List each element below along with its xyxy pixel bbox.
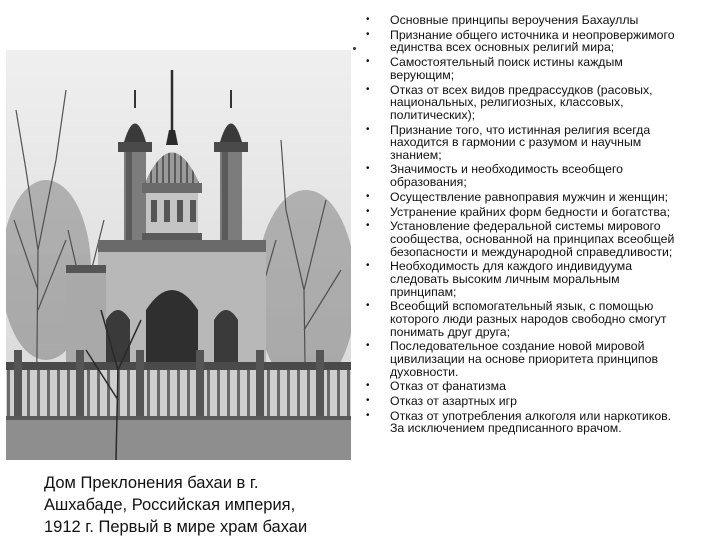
principle-text-line: Отказ от фанатизма bbox=[390, 379, 506, 394]
principle-text-line: Устранение крайних форм бедности и богатства; bbox=[390, 204, 671, 219]
principle-item bbox=[360, 340, 720, 378]
bullet-icon: • bbox=[366, 409, 370, 421]
principle-item bbox=[360, 14, 720, 27]
principle-text-line: духовности. bbox=[390, 364, 459, 379]
bullet-icon: • bbox=[366, 300, 370, 312]
principle-text-line: Последовательное создание новой мировой bbox=[390, 339, 645, 354]
photo-caption bbox=[44, 472, 354, 538]
bullet-icon: • bbox=[366, 190, 370, 202]
bullet-icon: • bbox=[366, 28, 370, 40]
principle-item bbox=[360, 395, 720, 408]
principle-item bbox=[360, 380, 720, 393]
principle-item bbox=[360, 260, 720, 298]
bullet-icon: • bbox=[366, 205, 370, 217]
principle-item bbox=[360, 206, 720, 219]
principle-item bbox=[360, 124, 720, 162]
bullet-icon: • bbox=[366, 163, 370, 175]
principle-item bbox=[360, 191, 720, 204]
caption-line: Ашхабаде, Российская империя, bbox=[44, 496, 296, 514]
principle-item bbox=[360, 410, 720, 435]
principle-text-line: политических); bbox=[390, 107, 476, 122]
principle-item bbox=[360, 220, 720, 258]
principle-text-line: следовать высоким личным моральным bbox=[390, 271, 620, 286]
principle-text-line: понимать друг друга; bbox=[390, 324, 511, 339]
caption-line: Дом Преклонения бахаи в г. bbox=[44, 474, 259, 492]
principle-item bbox=[360, 56, 720, 81]
principle-text-line: принципам; bbox=[390, 284, 457, 299]
principle-text-line: находится в гармонии с разумом и научным bbox=[390, 135, 642, 150]
principle-text-line: Отказ от азартных игр bbox=[390, 394, 517, 409]
bullet-icon: • bbox=[366, 123, 370, 135]
bahai-temple-illustration-icon bbox=[6, 50, 351, 460]
principles-list bbox=[360, 14, 720, 437]
bullet-icon: • bbox=[366, 220, 370, 232]
principle-item bbox=[360, 163, 720, 188]
principle-text-line: За исключением предписанного врачом. bbox=[390, 421, 622, 436]
principle-text-line: Всеобщий вспомогательный язык, с помощью bbox=[390, 299, 654, 314]
stray-dot-mark bbox=[353, 47, 356, 50]
caption-line: 1912 г. Первый в мире храм бахаи bbox=[44, 518, 308, 536]
principle-text-line: Отказ от употребления алкоголя или наркотиков. bbox=[390, 408, 672, 423]
principle-text-line: Самостоятельный поиск истины каждым bbox=[390, 55, 623, 70]
principle-text-line: Установление федеральной системы мирового bbox=[390, 219, 661, 234]
principle-text-line: которого люди разных народов свободно смогут bbox=[390, 311, 667, 326]
principle-item bbox=[360, 84, 720, 122]
bullet-icon: • bbox=[366, 340, 370, 352]
temple-photo bbox=[6, 50, 351, 460]
bullet-icon: • bbox=[366, 380, 370, 392]
principle-text-line: Основные принципы вероучения Бахауллы bbox=[390, 13, 639, 27]
principle-text-line: знанием; bbox=[390, 147, 442, 162]
principle-text-line: Признание общего источника и неопровержимого bbox=[390, 27, 675, 42]
bullet-icon: • bbox=[366, 56, 370, 68]
bullet-icon: • bbox=[366, 14, 370, 25]
principle-text-line: безопасности и международной справедливости; bbox=[390, 244, 673, 259]
bullet-icon: • bbox=[366, 395, 370, 407]
principle-text-line: единства всех основных религий мира; bbox=[390, 40, 615, 55]
bullet-icon: • bbox=[366, 83, 370, 95]
principle-text-line: образования; bbox=[390, 175, 467, 190]
principle-item bbox=[360, 29, 720, 54]
principle-text-line: цивилизации на основе приоритета принципов bbox=[390, 351, 659, 366]
principle-text-line: национальных, религиозных, классовых, bbox=[390, 95, 624, 110]
principle-text-line: Отказ от всех видов предрассудков (расовых, bbox=[390, 82, 653, 97]
principle-text-line: Признание того, что истинная религия всегда bbox=[390, 122, 651, 137]
principle-text-line: верующим; bbox=[390, 67, 455, 82]
principle-text-line: Необходимость для каждого индивидуума bbox=[390, 259, 633, 274]
principle-text-line: Осуществление равноправия мужчин и женщин; bbox=[390, 189, 669, 204]
principle-text-line: сообщества, основанной на принципах всеобщей bbox=[390, 232, 675, 246]
principle-text-line: Значимость и необходимость всеобщего bbox=[390, 162, 624, 177]
principle-item bbox=[360, 300, 720, 338]
bullet-icon: • bbox=[366, 260, 370, 272]
